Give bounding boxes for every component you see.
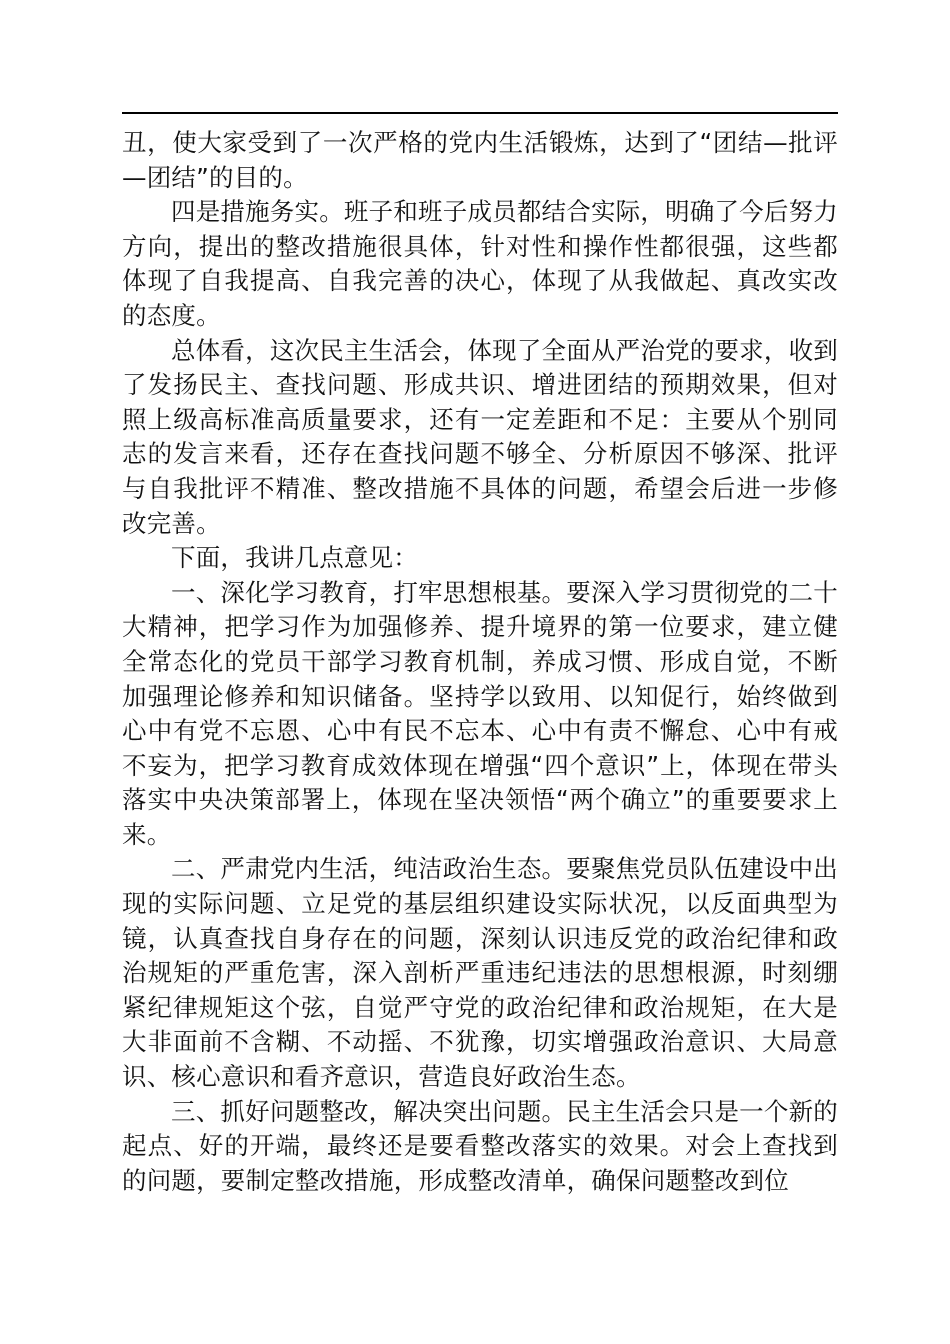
- paragraph-point-one: 一、深化学习教育，打牢思想根基。要深入学习贯彻党的二十大精神，把学习作为加强修养、提升境界的第一位要求，建立健全常态化的党员干部学习教育机制，养成习惯、形成自觉，不断加强理论修养和知识储备。坚持学以致用、以知促行，始终做到心中有党不忘恩、心中有民不忘本、心中有责不懈怠、心中有戒不妄为，把学习教育成效体现在增强“四个意识”上，体现在带头落实中央决策部署上，体现在坚决领悟“两个确立”的重要要求上来。: [122, 577, 838, 849]
- paragraph-continued: 丑，使大家受到了一次严格的党内生活锻炼，达到了“团结—批评—团结”的目的。: [122, 128, 838, 192]
- header-rule: [122, 112, 838, 114]
- paragraph-intro-opinions: 下面，我讲几点意见：: [171, 543, 418, 573]
- paragraph-point-two: 二、严肃党内生活，纯洁政治生态。要聚焦党员队伍建设中出现的实际问题、立足党的基层组织建设实际状况，以反面典型为镜，认真查找自身存在的问题，深刻认识违反党的政治纪律和政治规矩的严重危害，深入剖析严重违纪违法的思想根源，时刻绷紧纪律规矩这个弦，自觉严守党的政治纪律和政治规矩，在大是大非面前不含糊、不动摇、不犹豫，切实增强政治意识、大局意识、核心意识和看齐意识，营造良好政治生态。: [122, 854, 838, 1092]
- paragraph-point-three: 三、抓好问题整改，解决突出问题。民主生活会只是一个新的起点、好的开端，最终还是要看整改落实的效果。对会上查找到的问题，要制定整改措施，形成整改清单，确保问题整改到位: [122, 1096, 838, 1195]
- paragraph-measures: 四是措施务实。班子和班子成员都结合实际，明确了今后努力方向，提出的整改措施很具体，针对性和操作性都很强，这些都体现了自我提高、自我完善的决心，体现了从我做起、真改实改的态度。: [122, 197, 838, 330]
- paragraph-summary: 总体看，这次民主生活会，体现了全面从严治党的要求，收到了发扬民主、查找问题、形成共识、增进团结的预期效果，但对照上级高标准高质量要求，还有一定差距和不足：主要从个别同志的发言来看，还存在查找问题不够全、分析原因不够深、批评与自我批评不精准、整改措施不具体的问题，希望会后进一步修改完善。: [122, 335, 838, 538]
- document-body: [122, 126, 838, 1198]
